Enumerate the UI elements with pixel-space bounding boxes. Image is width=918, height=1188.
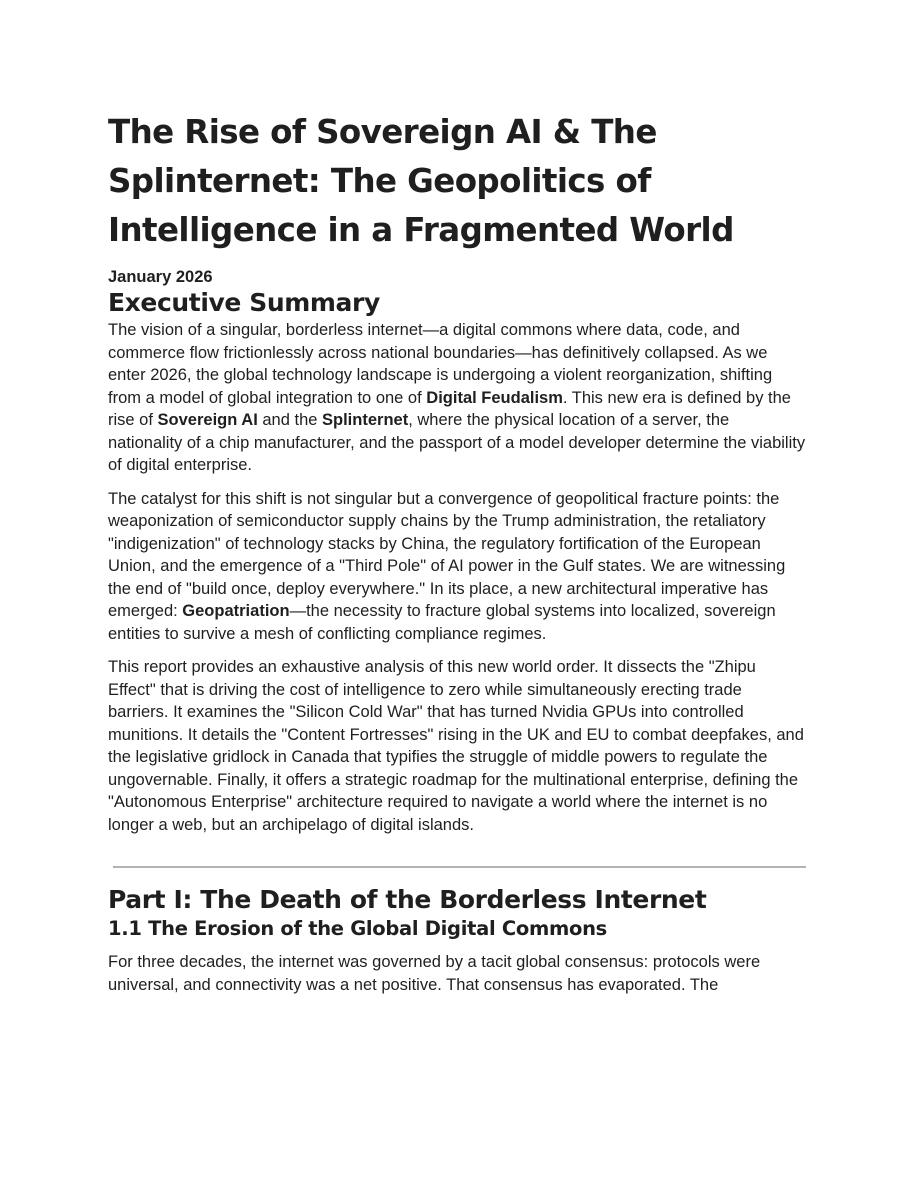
document-date: January 2026: [108, 268, 213, 286]
executive-summary-heading: Executive Summary: [108, 288, 380, 317]
bold-term-splinternet: Splinternet: [322, 411, 409, 429]
bold-term-digital-feudalism: Digital Feudalism: [426, 388, 563, 407]
section-1-1-heading: 1.1 The Erosion of the Global Digital Commons: [108, 917, 607, 940]
executive-summary-paragraph-3: This report provides an exhaustive analysis of this new world order. It dissects the "Zhipu Effect" that is driving the cost of intelligence to zero while simultaneously erecting trade barriers. It examines the "Silicon Cold War" that has turned Nvidia GPUs into controlled munitions. It details the "Content Fortresses" rising in the UK and EU to combat deepfakes, and the legislative gridlock in Canada that typifies the struggle of middle powers to regulate the ungovernable. Finally, it offers a strategic roadmap for the multinational enterprise, defining the "Autonomous Enterprise" architecture required to navigate a world where the internet is no longer a web, but an archipelago of digital islands.: [108, 658, 804, 834]
text-run: and the: [257, 411, 323, 429]
text-run: —the necessity to fracture global systems into localized, sovereign entities to survive a mesh of conflicting compliance regimes.: [108, 602, 776, 643]
bold-term-sovereign-ai: Sovereign AI: [157, 411, 258, 429]
part-1-heading: Part I: The Death of the Borderless Internet: [108, 885, 707, 914]
executive-summary-paragraph-2: [108, 488, 806, 646]
bold-term-geopatriation: Geopatriation: [182, 602, 290, 620]
executive-summary-paragraph-1: [108, 319, 806, 477]
section-divider: [113, 866, 806, 868]
text-run: The catalyst for this shift is not singular but a convergence of geopolitical fracture points: the weaponization of semiconductor supply chains by the Trump administration, the retaliatory "indigenization" of technology stacks by China, the regulatory fortification of the European Union, and the emergence of a "Third Pole" of AI power in the Gulf states. We are witnessing the end of "build once, deploy everywhere." In its place, a new architectural imperative has emerged:: [108, 489, 786, 620]
text-run: The vision of a singular, borderless internet—a digital commons where data, code, and commerce flow frictionlessly across national boundaries—has definitively collapsed. As we enter 2026, the global technology landscape is undergoing a violent reorganization, shifting from a model of global integration to one of: [108, 321, 773, 407]
text-run: . This new era is defined by the rise of: [108, 388, 791, 429]
section-1-1-paragraph-1: For three decades, the internet was governed by a tacit global consensus: protocols were universal, and connectivity was a net positive. That consensus has evaporated. The: [108, 953, 761, 994]
document-title: The Rise of Sovereign AI & The Splinternet: The Geopolitics of Intelligence in a Fragmented World: [108, 113, 734, 249]
document-page: [108, 108, 806, 1007]
text-run: , where the physical location of a server, the nationality of a chip manufacturer, and the passport of a model developer determine the viability of digital enterprise.: [108, 411, 806, 474]
